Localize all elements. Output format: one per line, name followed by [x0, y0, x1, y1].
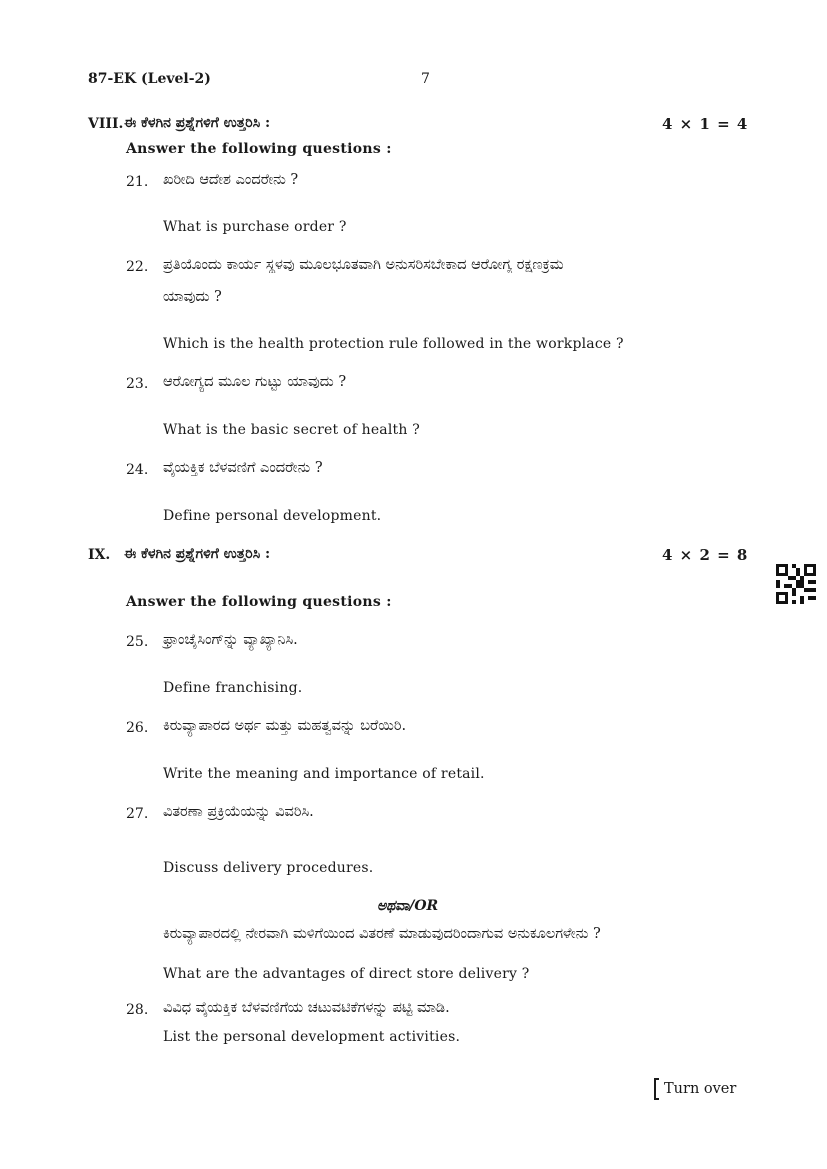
- question-number: 24.: [126, 462, 149, 478]
- question-english: What is purchase order ?: [163, 219, 347, 235]
- answer-instruction: Answer the following questions :: [126, 141, 392, 157]
- question-english: What is the basic secret of health ?: [163, 422, 420, 438]
- question-number: 27.: [126, 806, 149, 822]
- question-english: Write the meaning and importance of retail.: [163, 766, 485, 782]
- question-number: 23.: [126, 376, 149, 392]
- section-title-kannada: ಈ ಕೆಳಗಿನ ಪ್ರಶ್ನೆಗಳಿಗೆ ಉತ್ತರಿಸಿ :: [124, 115, 271, 131]
- question-kannada: ವೈಯಕ್ತಿಕ ಬೆಳವಣಿಗೆ ಎಂದರೇನು ?: [163, 460, 323, 476]
- question-number: 22.: [126, 259, 149, 275]
- question-kannada: ಕಿರುವ್ಯಾಪಾರದ ಅರ್ಥ ಮತ್ತು ಮಹತ್ವವನ್ನು ಬರೆಯಿರಿ.: [163, 718, 407, 734]
- page-number: 7: [421, 71, 430, 87]
- question-kannada: ಫ್ರಾಂಚೈಸಿಂಗ್‌ನ್ನು ವ್ಯಾಖ್ಯಾನಿಸಿ.: [163, 632, 298, 648]
- question-kannada: ಖರೀದಿ ಆದೇಶ ಎಂದರೇನು ?: [163, 172, 299, 188]
- question-kannada: ಪ್ರತಿಯೊಂದು ಕಾರ್ಯ ಸ್ಥಳವು ಮೂಲಭೂತವಾಗಿ ಅನುಸರಿಸಬೇಕಾದ ಆರೋಗ್ಯ ರಕ್ಷಣಕ್ರಮ: [163, 257, 564, 273]
- question-number: 21.: [126, 174, 149, 190]
- question-kannada: ವಿವಿಧ ವೈಯಕ್ತಿಕ ಬೆಳವಣಿಗೆಯ ಚಟುವಟಿಕೆಗಳನ್ನು ಪಟ್ಟಿ ಮಾಡಿ.: [163, 1000, 450, 1016]
- section-marks: 4 × 1 = 4: [662, 115, 749, 133]
- question-number: 26.: [126, 720, 149, 736]
- or-question-kannada: ಕಿರುವ್ಯಾಪಾರದಲ್ಲಿ ನೇರವಾಗಿ ಮಳಿಗೆಯಿಂದ ವಿತರಣೆ ಮಾಡುವುದರಿಂದಾಗುವ ಅನುಕೂಲಗಳೇನು ?: [163, 926, 601, 942]
- or-label: ಅಥವಾ/OR: [377, 898, 439, 914]
- turn-over-bracket: [654, 1078, 656, 1100]
- question-english: List the personal development activities.: [163, 1029, 461, 1045]
- qr-code-icon: [776, 564, 816, 608]
- question-kannada: ಆರೋಗ್ಯದ ಮೂಲ ಗುಟ್ಟು ಯಾವುದು ?: [163, 374, 347, 390]
- answer-instruction: Answer the following questions :: [126, 594, 392, 610]
- section-title-kannada: ಈ ಕೆಳಗಿನ ಪ್ರಶ್ನೆಗಳಿಗೆ ಉತ್ತರಿಸಿ :: [124, 546, 271, 562]
- turn-over-label: Turn over: [664, 1081, 737, 1097]
- section-marks: 4 × 2 = 8: [662, 546, 749, 564]
- paper-code: 87-EK (Level-2): [88, 71, 211, 87]
- question-kannada-continued: ಯಾವುದು ?: [163, 289, 222, 305]
- question-kannada: ವಿತರಣಾ ಪ್ರಕ್ರಿಯೆಯನ್ನು ವಿವರಿಸಿ.: [163, 804, 314, 820]
- question-number: 28.: [126, 1002, 149, 1018]
- question-number: 25.: [126, 634, 149, 650]
- section-number: VIII.: [88, 116, 124, 132]
- section-number: IX.: [88, 547, 111, 563]
- question-english: Discuss delivery procedures.: [163, 860, 374, 876]
- or-question-english: What are the advantages of direct store delivery ?: [163, 966, 530, 982]
- question-english: Define franchising.: [163, 680, 303, 696]
- question-english: Which is the health protection rule followed in the workplace ?: [163, 336, 624, 352]
- question-english: Define personal development.: [163, 508, 382, 524]
